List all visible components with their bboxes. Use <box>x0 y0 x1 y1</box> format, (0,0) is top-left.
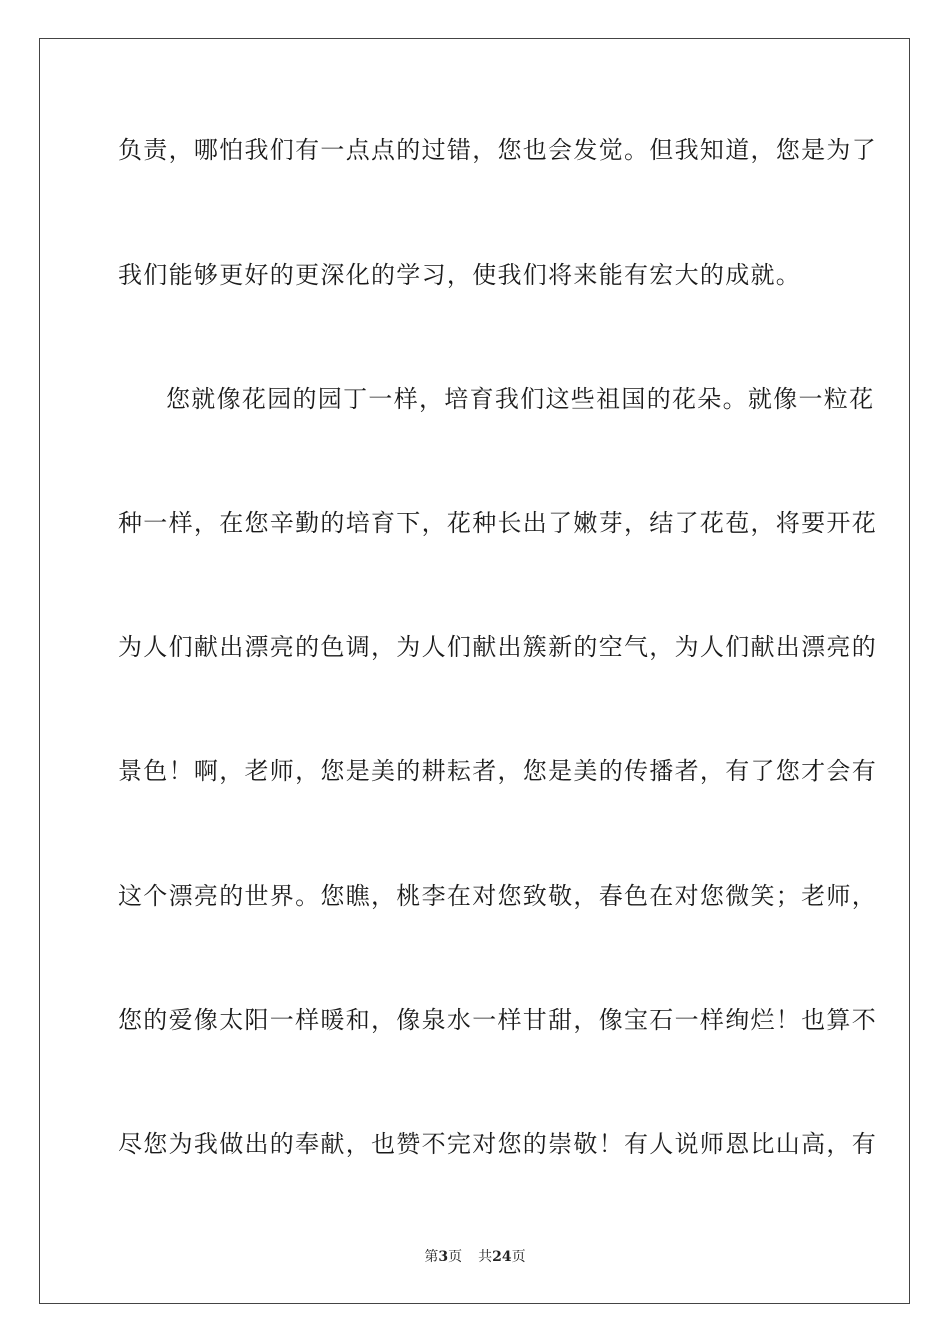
text-line: 负责，哪怕我们有一点点的过错，您也会发觉。但我知道，您是为了 <box>118 136 877 164</box>
text-line: 景色！啊，老师，您是美的耕耘者，您是美的传播者，有了您才会有 <box>118 757 877 785</box>
page-prefix: 第 <box>424 1249 439 1265</box>
text-line: 我们能够更好的更深化的学习，使我们将来能有宏大的成就。 <box>118 261 802 289</box>
total-prefix: 共 <box>478 1249 493 1265</box>
text-line: 尽您为我做出的奉献，也赞不完对您的崇敬！有人说师恩比山高，有 <box>118 1130 877 1158</box>
paragraph-first-line: 您就像花园的园丁一样，培育我们这些祖国的花朵。就像一粒花 <box>166 385 875 413</box>
page-footer <box>0 1248 950 1266</box>
total-pages: 24 <box>492 1249 512 1265</box>
page-border <box>39 38 910 1304</box>
total-suffix: 页 <box>511 1249 526 1265</box>
text-line: 您的爱像太阳一样暖和，像泉水一样甘甜，像宝石一样绚烂！也算不 <box>118 1006 877 1034</box>
page-suffix: 页 <box>448 1249 463 1265</box>
text-line: 种一样，在您辛勤的培育下，花种长出了嫩芽，结了花苞，将要开花 <box>118 509 877 537</box>
page-number: 3 <box>438 1249 449 1265</box>
text-line: 为人们献出漂亮的色调，为人们献出簇新的空气，为人们献出漂亮的 <box>118 633 877 661</box>
text-line: 这个漂亮的世界。您瞧，桃李在对您致敬，春色在对您微笑；老师， <box>118 882 877 910</box>
